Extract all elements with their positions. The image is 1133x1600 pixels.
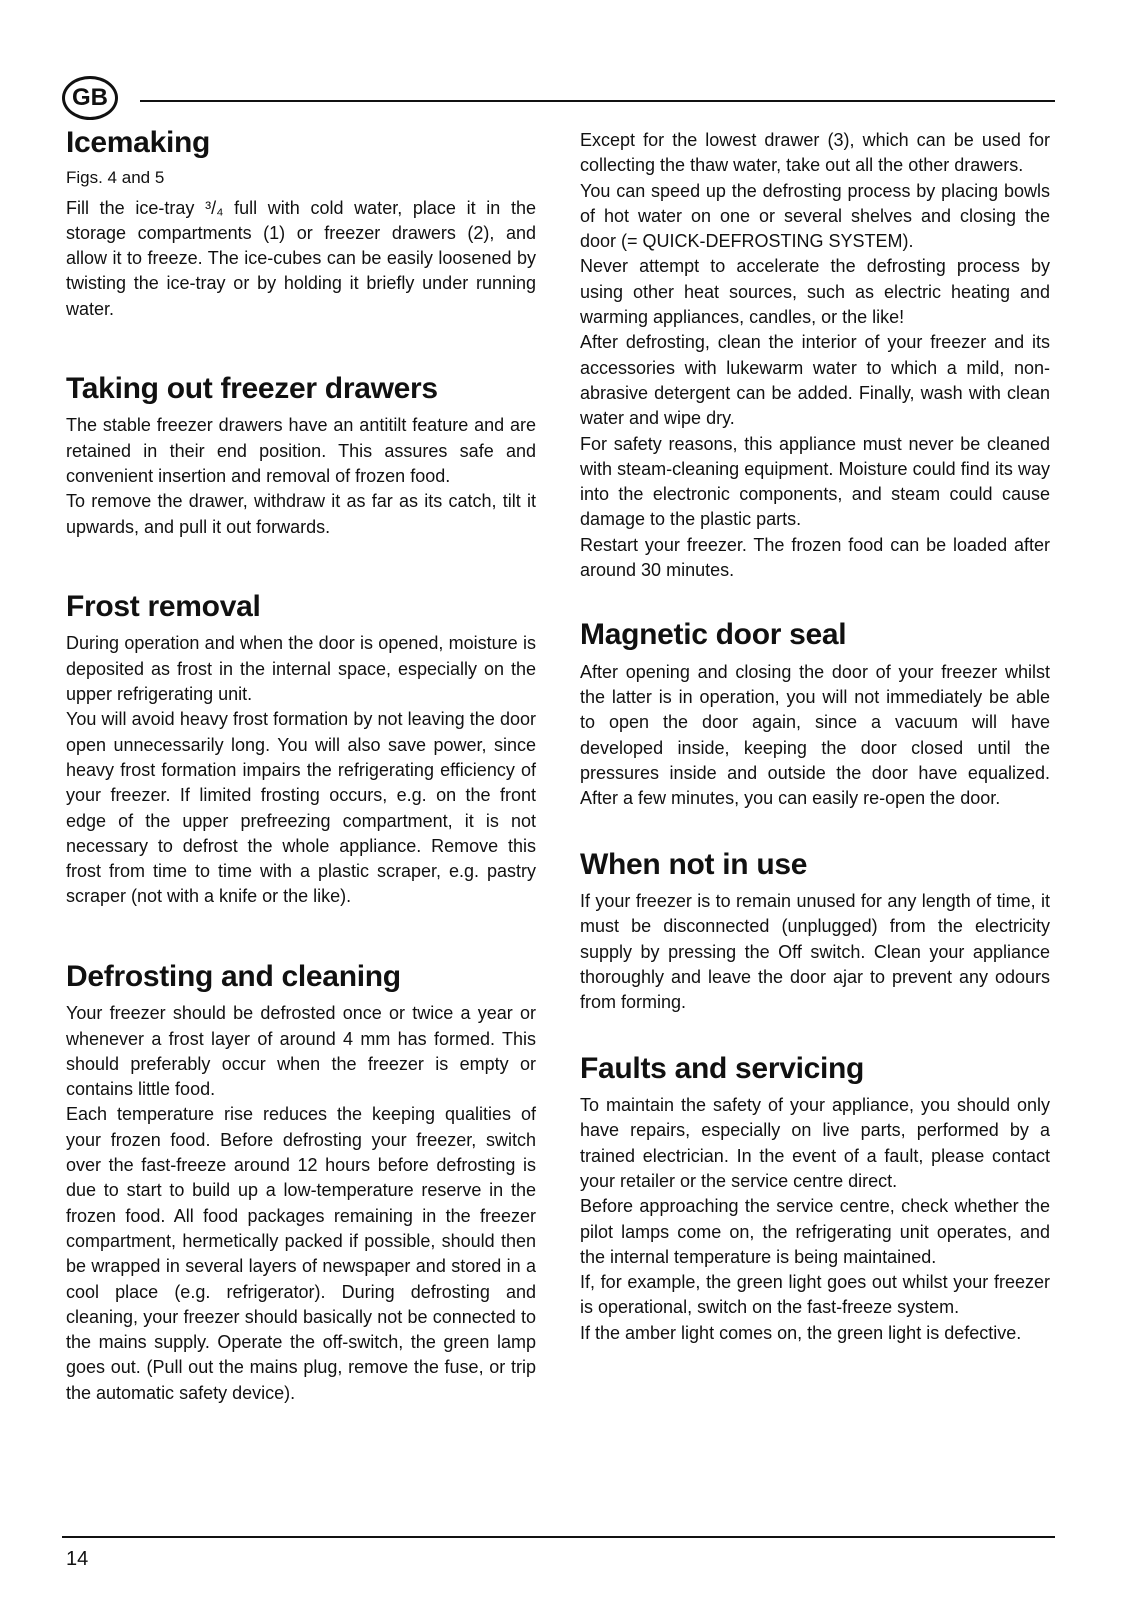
footer-rule [62, 1536, 1055, 1538]
heading-faults-servicing: Faults and servicing [580, 1051, 865, 1085]
heading-frost-removal: Frost removal [66, 589, 261, 623]
left-column [66, 124, 536, 1406]
section-defrosting-continued [580, 128, 1050, 583]
faults-paragraph-2: Before approaching the service centre, check whether the pilot lamps come on, the refrigerating unit operates, and the internal temperature is being maintained. [580, 1196, 1050, 1267]
faults-paragraph-1: To maintain the safety of your appliance, you should only have repairs, especially on live parts, performed by a trained electrician. In the event of a fault, please contact your retailer or the service centre direct. [580, 1095, 1050, 1191]
section-magnetic-door-seal [580, 616, 1050, 811]
right-column [580, 128, 1050, 1346]
header-rule [140, 100, 1055, 102]
frost-paragraph-1: During operation and when the door is opened, moisture is deposited as frost in the internal space, especially on the upper refrigerating unit. [66, 633, 536, 705]
language-badge: GB [62, 76, 118, 120]
section-icemaking [66, 124, 536, 322]
defrost-paragraph-1: Your freezer should be defrosted once or twice a year or whenever a frost layer of around 4 mm has formed. This should preferably occur when the freezer is empty or contains little food. [66, 1003, 536, 1100]
faults-paragraph-3: If, for example, the green light goes out whilst your freezer is operational, switch on the fast-freeze system. [580, 1272, 1050, 1318]
heading-magnetic-door-seal: Magnetic door seal [580, 618, 847, 652]
defrost-cont-paragraph-5: For safety reasons, this appliance must never be cleaned with steam-cleaning equipment. Moisture could find its way into the electronic components, and steam could cause damage to the plastic parts. [580, 433, 1050, 530]
heading-icemaking: Icemaking [66, 126, 211, 159]
defrost-cont-paragraph-6: Restart your freezer. The frozen food can be loaded after around 30 minutes. [580, 534, 1050, 581]
icemaking-paragraph: Fill the ice-tray ³/₄ full with cold water, place it in the storage compartments (1) or freezer drawers (2), and allow it to freeze. The ice-cubes can be easily loosened by twisting the ice-tray or by holding it briefly under running water. [66, 197, 536, 319]
section-freezer-drawers [66, 370, 536, 540]
figure-reference: Figs. 4 and 5 [66, 167, 165, 187]
defrost-paragraph-2: Each temperature rise reduces the keeping qualities of your frozen food. Before defrosting your freezer, switch over the fast-freeze around 12 hours before defrosting is due to start to build up a low-temperature reserve in the frozen food. All food packages remaining in the freezer compartment, hermetically packed if possible, should then be wrapped in several layers of newspaper and stored in a cool place (e.g. refrigerator). During defrosting and cleaning, your freezer should basically not be connected to the mains supply. Operate the off-switch, the green lamp goes out. (Pull out the mains plug, remove the fuse, or trip the automatic safety device). [66, 1104, 536, 1403]
faults-paragraph-4: If the amber light comes on, the green light is defective. [580, 1322, 1022, 1343]
drawers-paragraph-2: To remove the drawer, withdraw it as far as its catch, tilt it upwards, and pull it out forwards. [66, 491, 536, 537]
section-faults-servicing [580, 1050, 1050, 1346]
frost-paragraph-2: You will avoid heavy frost formation by not leaving the door open unnecessarily long. You will also save power, since heavy frost formation impairs the refrigerating efficiency of your freezer. If limited frosting occurs, e.g. on the front edge of the upper prefreezing compartment, it is not necessary to defrost the whole appliance. Remove this frost from time to time with a plastic scraper, e.g. pastry scraper (not with a knife or the like). [66, 709, 536, 907]
heading-when-not-in-use: When not in use [580, 847, 808, 881]
defrost-cont-paragraph-2: You can speed up the defrosting process by placing bowls of hot water on one or several shelves and closing the door (= QUICK-DEFROSTING SYSTEM). [580, 180, 1050, 252]
page-number: 14 [66, 1548, 89, 1570]
unused-paragraph: If your freezer is to remain unused for any length of time, it must be disconnected (unplugged) from the electricity supply by pressing the Off switch. Clean your appliance thoroughly and leave the door ajar to prevent any odours from forming. [580, 891, 1050, 1013]
heading-freezer-drawers: Taking out freezer drawers [66, 371, 438, 405]
defrost-cont-paragraph-4: After defrosting, clean the interior of your freezer and its accessories with lukewarm water to which a mild, non-abrasive detergent can be added. Finally, wash with clean water and wipe dry. [580, 332, 1050, 429]
seal-paragraph: After opening and closing the door of your freezer whilst the latter is in operation, you will not immediately be able to open the door again, since a vacuum will have developed inside, keeping the door closed until the pressures inside and outside the door have equalized. After a few minutes, you can easily re-open the door. [580, 661, 1050, 809]
heading-defrosting-cleaning: Defrosting and cleaning [66, 959, 401, 993]
section-defrosting-cleaning [66, 958, 536, 1406]
drawers-paragraph-1: The stable freezer drawers have an antitilt feature and are retained in their end position. This assures safe and convenient insertion and removal of frozen food. [66, 415, 536, 487]
section-when-not-in-use [580, 846, 1050, 1016]
defrost-cont-paragraph-3: Never attempt to accelerate the defrosting process by using other heat sources, such as electric heating and warming appliances, candles, or the like! [580, 256, 1050, 328]
defrost-cont-paragraph-1: Except for the lowest drawer (3), which can be used for collecting the thaw water, take out all the other drawers. [580, 130, 1050, 176]
section-frost-removal [66, 588, 536, 910]
